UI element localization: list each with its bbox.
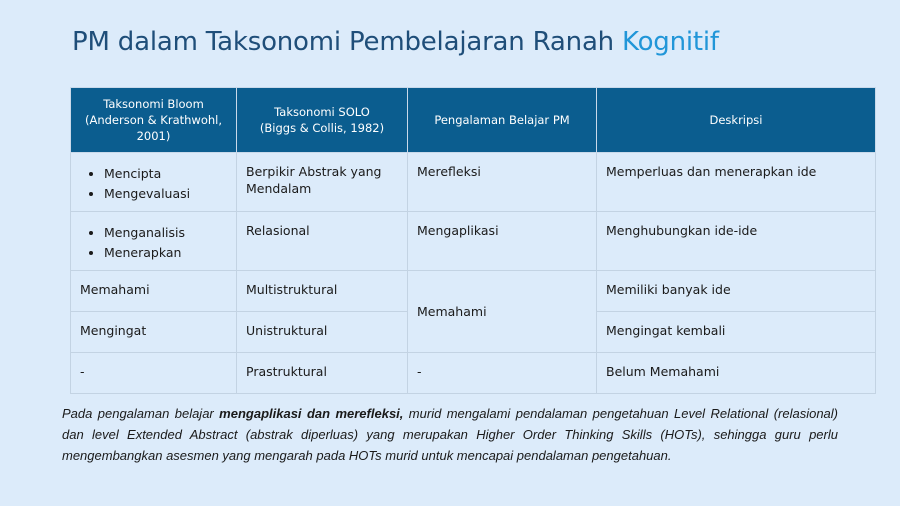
header-deskripsi: Deskripsi: [597, 88, 876, 153]
header-solo: Taksonomi SOLO (Biggs & Collis, 1982): [237, 88, 408, 153]
taxonomy-table: [70, 87, 876, 394]
title-main: PM dalam Taksonomi Pembelajaran Ranah: [72, 27, 623, 57]
list-item: • Mencipta: [104, 165, 227, 182]
header-bloom: Taksonomi Bloom (Anderson & Krathwohl, 2001): [71, 88, 237, 153]
cell-bloom: [71, 212, 237, 271]
cell-solo: Relasional: [237, 212, 408, 271]
cell-pm: Memahami: [408, 271, 597, 353]
cell-solo: Unistruktural: [237, 312, 408, 353]
cell-bloom: -: [71, 353, 237, 394]
list-item: • Mengevaluasi: [104, 185, 227, 202]
cell-bloom: [71, 153, 237, 212]
table-row: [71, 153, 876, 212]
cell-pm: Mengaplikasi: [408, 212, 597, 271]
cell-pm: Merefleksi: [408, 153, 597, 212]
cell-solo: Prastruktural: [237, 353, 408, 394]
cell-solo: Berpikir Abstrak yang Mendalam: [237, 153, 408, 212]
table-row: [71, 353, 876, 394]
emphasis-text: mengaplikasi dan merefleksi,: [219, 406, 404, 421]
cell-desc: Mengingat kembali: [597, 312, 876, 353]
explanation-paragraph: Pada pengalaman belajar mengaplikasi dan merefleksi, murid mengalami pendalaman pengetahuan Level Relational (relasional) dan level Extended Abstract (abstrak diperluas) yang merupakan Higher Order Thinking Skills (HOTs), sehingga guru perlu mengembangkan asesmen yang mengarah pada HOTs murid untuk mencapai pendalaman pengetahuan.: [62, 406, 839, 463]
cell-desc: Belum Memahami: [597, 353, 876, 394]
cell-desc: Memiliki banyak ide: [597, 271, 876, 312]
cell-desc: Memperluas dan menerapkan ide: [597, 153, 876, 212]
cell-pm: -: [408, 353, 597, 394]
cell-bloom: Memahami: [71, 271, 237, 312]
table-row: [71, 271, 876, 312]
header-pm: Pengalaman Belajar PM: [408, 88, 597, 153]
list-item: • Menerapkan: [104, 244, 227, 261]
table-header-row: [71, 88, 876, 153]
title-accent: Kognitif: [622, 27, 719, 57]
cell-bloom: Mengingat: [71, 312, 237, 353]
table-row: [71, 212, 876, 271]
cell-desc: Menghubungkan ide-ide: [597, 212, 876, 271]
list-item: • Menganalisis: [104, 224, 227, 241]
page-title: [72, 27, 719, 57]
cell-solo: Multistruktural: [237, 271, 408, 312]
